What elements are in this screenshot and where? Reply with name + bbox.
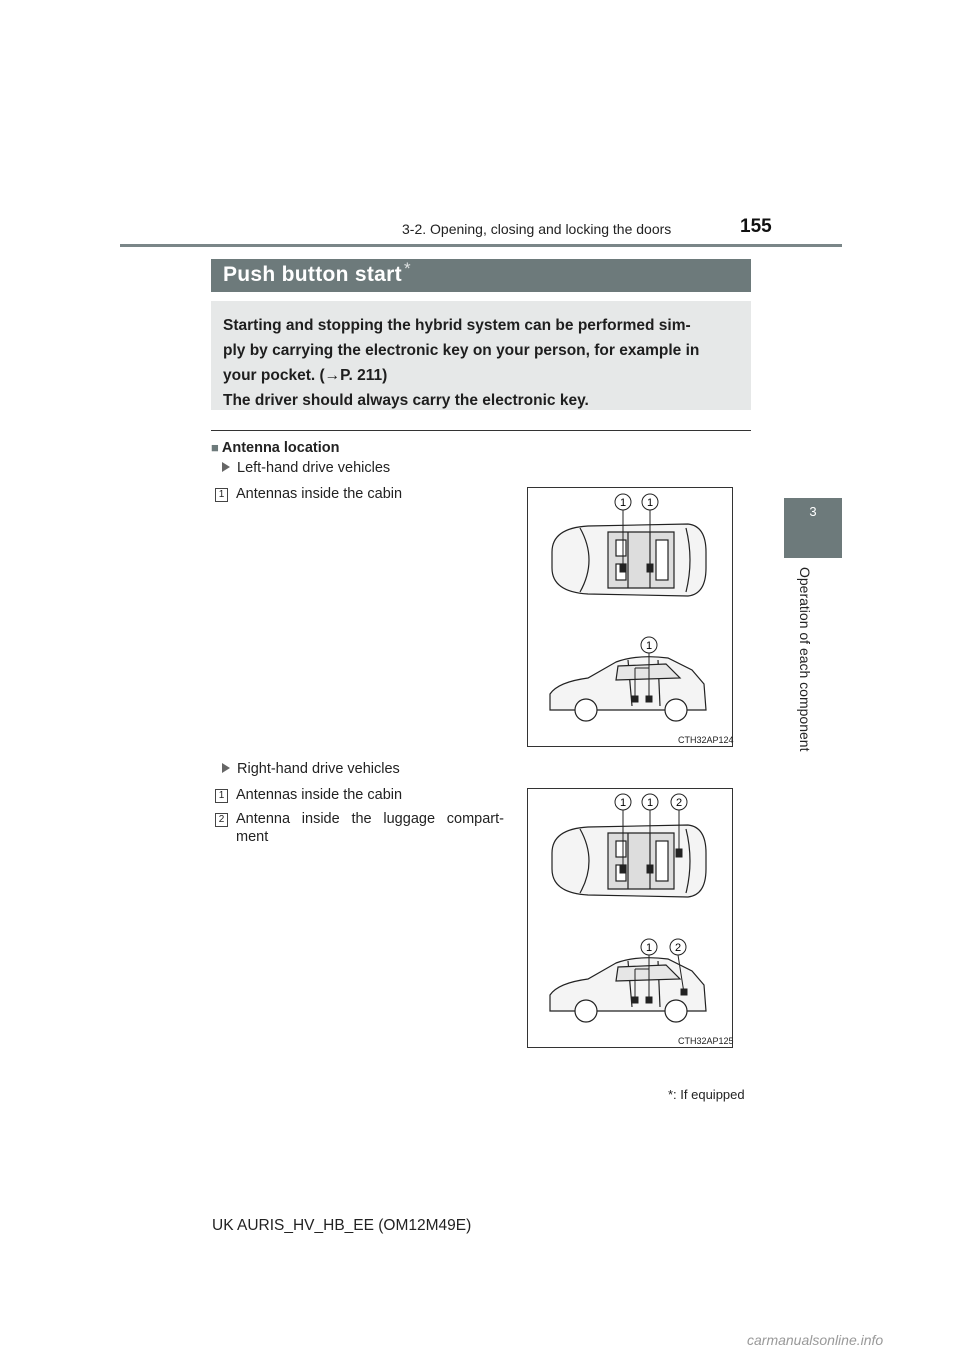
callout-1: 1	[619, 497, 627, 509]
callout-1: 1	[646, 797, 654, 809]
rhd-label: Right-hand drive vehicles	[237, 761, 400, 777]
rhd-item-2	[215, 810, 504, 846]
running-header: 3-2. Opening, closing and locking the doors	[402, 221, 672, 237]
chapter-tab	[784, 498, 842, 558]
rhd-car-diagram	[528, 789, 732, 1047]
watermark: carmanualsonline.info	[747, 1332, 884, 1348]
rhd-item-text: Antenna inside the luggage compart-ment	[236, 811, 504, 845]
antenna-heading-text: Antenna location	[221, 440, 340, 456]
callout-number: 2	[215, 813, 228, 827]
callout-1: 1	[646, 497, 654, 509]
lhd-bullet	[222, 460, 390, 476]
rhd-item-1	[215, 786, 504, 804]
callout-1: 1	[645, 640, 653, 652]
car-side-view	[550, 657, 706, 721]
lhd-item-1	[215, 485, 504, 503]
rhd-bullet	[222, 761, 400, 777]
intro-box	[211, 301, 751, 410]
lhd-label: Left-hand drive vehicles	[237, 460, 391, 476]
chapter-label-text: Operation of each component	[797, 567, 813, 752]
figure-code: CTH32AP124	[678, 735, 734, 745]
rhd-antenna-figure	[527, 788, 733, 1048]
antenna-heading	[211, 440, 339, 456]
section-title-text: Push button start	[223, 263, 402, 286]
triangle-bullet-icon	[222, 462, 230, 472]
callout-1: 1	[619, 797, 627, 809]
rhd-item-text: Antennas inside the cabin	[236, 787, 403, 803]
car-top-view	[552, 825, 706, 897]
lhd-antenna-figure	[527, 487, 733, 747]
figure-code: CTH32AP125	[678, 1036, 734, 1046]
page-number: 155	[740, 216, 772, 237]
header-divider	[120, 244, 842, 247]
intro-line: your pocket. (→P. 211)	[223, 367, 388, 384]
section-title-bar	[211, 259, 751, 292]
car-top-view	[552, 524, 706, 596]
section-title	[223, 259, 411, 287]
intro-line: ply by carrying the electronic key on your person, for example in	[223, 342, 700, 359]
intro-line: The driver should always carry the electronic key.	[223, 392, 589, 409]
section-divider	[211, 430, 751, 431]
callout-number: 1	[215, 789, 228, 803]
footnote: *: If equipped	[668, 1087, 745, 1102]
chapter-number: 3	[809, 504, 817, 519]
if-equipped-marker: *	[403, 259, 411, 278]
callout-2: 2	[674, 942, 682, 954]
callout-1: 1	[645, 942, 653, 954]
lhd-car-diagram	[528, 488, 732, 746]
model-code: UK AURIS_HV_HB_EE (OM12M49E)	[212, 1217, 472, 1234]
lhd-item-text: Antennas inside the cabin	[236, 486, 403, 502]
callout-number: 1	[215, 488, 228, 502]
heading-square-icon: ■	[211, 440, 219, 455]
triangle-bullet-icon	[222, 763, 230, 773]
intro-line: Starting and stopping the hybrid system can be performed sim-	[223, 317, 691, 334]
callout-2: 2	[675, 797, 683, 809]
